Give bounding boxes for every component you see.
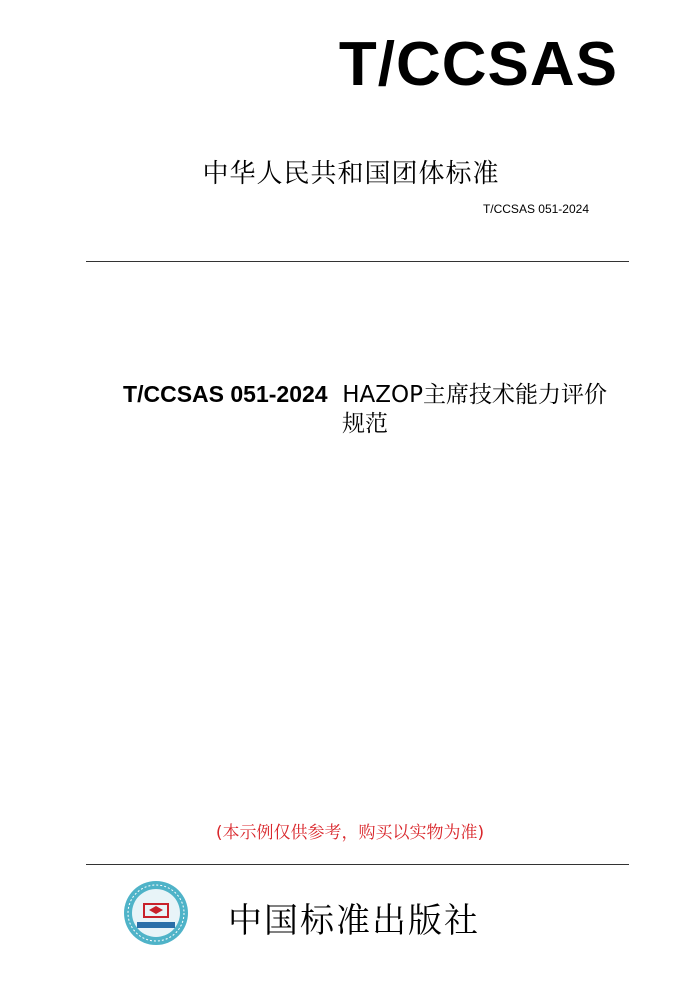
series-code: T/CCSAS [338,30,618,99]
bottom-divider [86,864,629,865]
publisher-name: 中国标准出版社 [228,901,480,941]
document-title [40,380,690,439]
sample-notice: (本示例仅供参考，购买以实物为准) [215,823,485,843]
standard-type [0,153,700,190]
publisher-seal-icon [123,880,189,946]
top-divider [86,261,629,262]
title-code: T/CCSAS 051-2024 [123,381,328,407]
title-text-line2: 规范 [342,411,388,437]
standard-type-text: 中华人民共和国团体标准 [202,159,500,189]
standard-number: T/CCSAS 051-2024 [482,202,589,216]
title-text-line1: HAZOP主席技术能力评价 [342,382,607,408]
